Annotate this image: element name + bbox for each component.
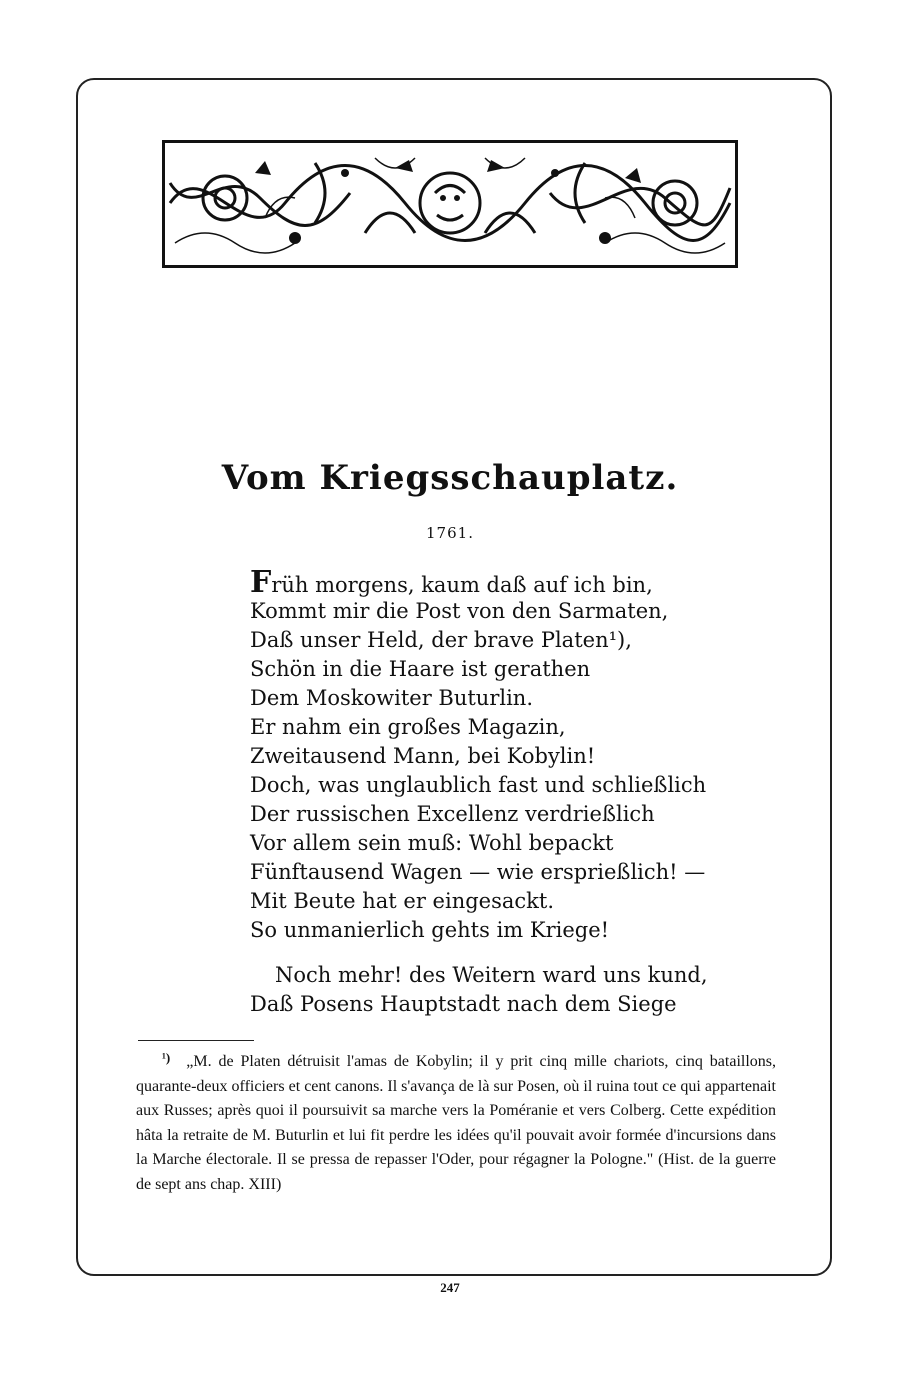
verse-line: So unmanierlich gehts im Kriege! — [250, 918, 610, 942]
verse-line: Fünftausend Wagen — wie ersprießlich! — — [250, 860, 706, 884]
verse-line: Daß unser Held, der brave Platen¹), — [250, 628, 632, 652]
verse-line: Zweitausend Mann, bei Kobylin! — [250, 744, 596, 768]
verse-line: Noch mehr! des Weitern ward uns kund, — [275, 963, 708, 987]
verse-line: Früh morgens, kaum daß auf ich bin, — [250, 565, 653, 600]
verse-line: Vor allem sein muß: Wohl bepackt — [250, 831, 614, 855]
footnote — [136, 1046, 776, 1197]
ornamental-vine-banner-icon — [162, 140, 738, 268]
footnote-marker: ¹) — [162, 1050, 171, 1065]
footnote-text: „M. de Platen détruisit l'amas de Kobylin; il y prit cinq mille chariots, cinq bataillons, quarante-deux officiers et cent canons. Il s'avança de là sur Posen, où il ruina tout ce qui appartenait aux Russes; après quoi il poursuivit sa marche vers la Poméranie et vers Colberg. Cette expédition hâta la retraite de M. Buturlin et lui fit perdre les idées qu'il pouvait avoir formée d'incursions dans la Marche électorale. Il se pressa de repasser l'Oder, pour régagner la Pologne." (Hist. de la guerre de sept ans chap. XIII) — [136, 1053, 776, 1193]
stanza-gap — [250, 945, 710, 961]
verse-line: Doch, was unglaublich fast und schließlich — [250, 773, 707, 797]
verse-line: Mit Beute hat er eingesackt. — [250, 889, 554, 913]
verse-line: Dem Moskowiter Buturlin. — [250, 686, 534, 710]
verse-line: Daß Posens Hauptstadt nach dem Siege — [250, 992, 677, 1016]
footnote-rule — [138, 1040, 254, 1041]
verse-line: Er nahm ein großes Magazin, — [250, 715, 566, 739]
poem-verse — [250, 565, 710, 1019]
poem-year: 1761. — [426, 524, 474, 542]
decorated-initial: F — [250, 565, 272, 600]
page-number: 247 — [440, 1280, 460, 1295]
verse-line: Kommt mir die Post von den Sarmaten, — [250, 599, 669, 623]
verse-line: Schön in die Haare ist gerathen — [250, 657, 591, 681]
poem-title: Vom Kriegsschauplatz. — [221, 458, 679, 498]
verse-line: Der russischen Excellenz verdrießlich — [250, 802, 655, 826]
